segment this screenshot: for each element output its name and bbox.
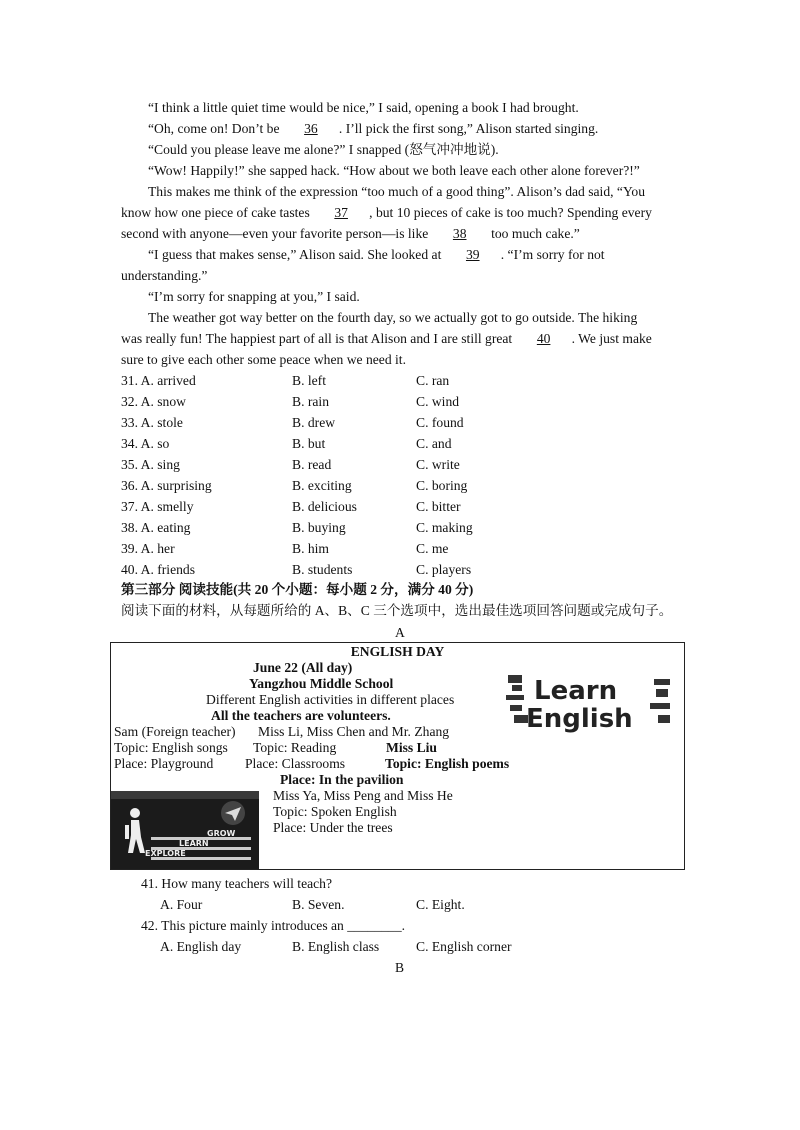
passage-label-b: B	[395, 960, 405, 975]
option-b: B. students	[292, 562, 353, 577]
option-b: B. drew	[292, 415, 336, 430]
notice-title: ENGLISH DAY	[350, 644, 445, 659]
group4-place: Place: Under the trees	[273, 820, 393, 835]
passage-line-4: “Wow! Happily!” she sapped hack. “How about we both leave each other alone forever?!”	[148, 163, 640, 178]
option-c: C. write	[416, 457, 460, 472]
option-a: A. Four	[160, 897, 203, 912]
notice-date: June 22 (All day)	[253, 660, 353, 675]
option-a: 32. A. snow	[121, 394, 186, 409]
passage-line-8	[148, 246, 605, 263]
option-b: B. English class	[292, 939, 380, 954]
person-icon	[130, 808, 140, 818]
option-c: C. boring	[416, 478, 468, 493]
option-a: 37. A. smelly	[121, 499, 194, 514]
option-b: B. read	[292, 457, 332, 472]
option-a: 31. A. arrived	[121, 373, 196, 388]
option-c: C. Eight.	[416, 897, 465, 912]
passage-text: too much cake.”	[491, 226, 580, 241]
learn-english-logo	[504, 669, 676, 735]
notice-description: Different English activities in different places	[206, 692, 455, 707]
option-a: 38. A. eating	[121, 520, 191, 535]
question-41: 41. How many teachers will teach?	[141, 876, 332, 891]
question-42: 42. This picture mainly introduces an ________.	[141, 918, 406, 933]
group1-place: Place: Playground	[114, 756, 214, 771]
passage-line-9: understanding.”	[121, 268, 208, 283]
group3-place: Place: In the pavilion	[280, 772, 404, 787]
option-c: C. me	[416, 541, 449, 556]
sign-word-learn: LEARN	[179, 839, 209, 848]
passage-line-12	[121, 330, 652, 347]
group3-teacher: Miss Liu	[386, 740, 437, 755]
option-b: B. Seven.	[292, 897, 345, 912]
blank-38: 38	[452, 226, 467, 241]
logo-text-english: English	[526, 704, 633, 734]
passage-text: “I guess that makes sense,” Alison said. She looked at	[148, 247, 442, 262]
notice-school: Yangzhou Middle School	[249, 676, 394, 691]
notice-volunteers: All the teachers are volunteers.	[211, 708, 391, 723]
option-c: C. making	[416, 520, 473, 535]
group2-place: Place: Classrooms	[245, 756, 346, 771]
passage-line-6	[121, 204, 652, 221]
passage-line-3: “Could you please leave me alone?” I snapped (怒气冲冲地说).	[148, 142, 499, 157]
passage-line-5: This makes me think of the expression “too much of a good thing”. Alison’s dad said, “You	[148, 184, 645, 199]
passage-line-11: The weather got way better on the fourth day, so we actually got to go outside. The hiking	[148, 310, 638, 325]
blank-36: 36	[304, 121, 318, 136]
group2-topic: Topic: Reading	[253, 740, 337, 755]
option-b: B. but	[292, 436, 326, 451]
passage-line-2	[148, 120, 598, 137]
option-a: 40. A. friends	[121, 562, 196, 577]
option-b: B. him	[292, 541, 330, 556]
blank-37: 37	[334, 205, 348, 220]
option-c: C. found	[416, 415, 464, 430]
sign-word-explore: EXPLORE	[145, 849, 186, 858]
option-a: 36. A. surprising	[121, 478, 212, 493]
passage-label-a: A	[395, 625, 405, 640]
group2-teacher: Miss Li, Miss Chen and Mr. Zhang	[258, 724, 450, 739]
group4-topic: Topic: Spoken English	[273, 804, 397, 819]
grow-learn-explore-sign	[111, 791, 259, 869]
section-title: 第三部分 阅读技能(共 20 个小题：每小题 2 分，满分 40 分)	[121, 582, 474, 597]
logo-text-learn: Learn	[534, 676, 618, 706]
passage-text: , but 10 pieces of cake is too much? Spending every	[369, 205, 652, 220]
option-b: B. left	[292, 373, 326, 388]
english-day-notice	[110, 642, 685, 870]
passage-text: . We just make	[571, 331, 652, 346]
passage-text: . I’ll pick the first song,” Alison started singing.	[338, 121, 599, 136]
group1-topic: Topic: English songs	[114, 740, 228, 755]
passage-text: second with anyone—even your favorite person—is like	[121, 226, 429, 241]
sign-word-grow: GROW	[207, 829, 236, 838]
option-b: B. exciting	[292, 478, 352, 493]
passage-line-10: “I’m sorry for snapping at you,” I said.	[148, 289, 360, 304]
section-instruction: 阅读下面的材料，从每题所给的 A、B、C 三个选项中，选出最佳选项回答问题或完成句子。	[121, 603, 673, 618]
passage-text: know how one piece of cake tastes	[121, 205, 310, 220]
group1-teacher: Sam (Foreign teacher)	[114, 724, 236, 739]
passage-text: “Oh, come on! Don’t be	[148, 121, 280, 136]
option-c: C. players	[416, 562, 472, 577]
blank-40: 40	[536, 331, 551, 346]
option-c: C. ran	[416, 373, 450, 388]
option-a: 34. A. so	[121, 436, 170, 451]
passage-text: . “I’m sorry for not	[500, 247, 605, 262]
option-a: A. English day	[160, 939, 242, 954]
option-b: B. rain	[292, 394, 329, 409]
passage-text: was really fun! The happiest part of all is that Alison and I are still great	[121, 331, 513, 346]
option-c: C. and	[416, 436, 452, 451]
option-c: C. bitter	[416, 499, 461, 514]
passage-line-7	[121, 225, 580, 242]
passage-line-1: “I think a little quiet time would be nice,” I said, opening a book I had brought.	[148, 100, 579, 115]
passage-line-13: sure to give each other some peace when we need it.	[121, 352, 406, 367]
option-c: C. wind	[416, 394, 460, 409]
option-b: B. buying	[292, 520, 346, 535]
option-a: 39. A. her	[121, 541, 175, 556]
option-a: 35. A. sing	[121, 457, 180, 472]
group4-teacher: Miss Ya, Miss Peng and Miss He	[273, 788, 453, 803]
option-a: 33. A. stole	[121, 415, 183, 430]
option-c: C. English corner	[416, 939, 512, 954]
option-b: B. delicious	[292, 499, 357, 514]
group3-topic: Topic: English poems	[385, 756, 510, 771]
blank-39: 39	[465, 247, 480, 262]
